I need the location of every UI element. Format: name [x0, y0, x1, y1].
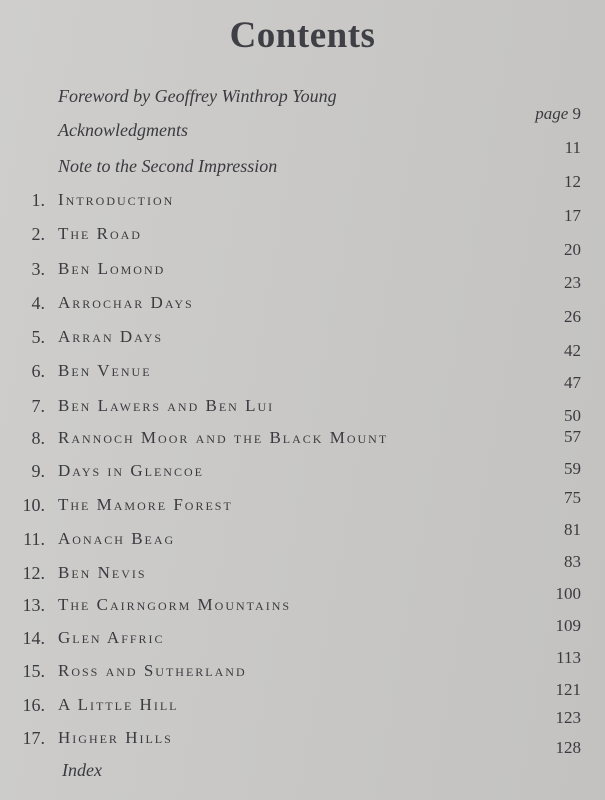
toc-entry-chapter — [0, 661, 605, 691]
chapter-number: 7. — [31, 396, 45, 416]
toc-entry-note — [0, 156, 605, 186]
toc-entry-chapter — [0, 259, 605, 289]
chapter-title: Ben Venue — [58, 361, 152, 380]
chapter-page: 113 — [556, 648, 581, 667]
entry-title: Note to the Second Impression — [58, 156, 278, 176]
toc-entry-chapter — [0, 361, 605, 391]
chapter-title: Introduction — [58, 190, 175, 209]
chapter-number: 8. — [31, 428, 45, 448]
chapter-page: 121 — [555, 680, 581, 699]
toc-entry-chapter — [0, 728, 605, 758]
toc-entry-acknowledgments — [0, 120, 605, 150]
chapter-number: 14. — [22, 628, 45, 648]
chapter-page: 123 — [555, 708, 581, 727]
chapter-page: 42 — [564, 341, 581, 360]
chapter-title: Ben Lomond — [58, 259, 166, 278]
chapter-number: 10. — [22, 495, 45, 515]
chapter-page: 109 — [555, 616, 581, 635]
chapter-page: 26 — [564, 307, 581, 326]
toc-entry-index — [0, 760, 605, 790]
chapter-title: Glen Affric — [58, 628, 165, 647]
toc-entry-chapter — [0, 293, 605, 323]
chapter-title: Ben Nevis — [58, 563, 147, 582]
entry-page-acknowledgments: 11 — [564, 138, 581, 157]
toc-entry-chapter — [0, 495, 605, 525]
entry-title: Foreword by Geoffrey Winthrop Young — [58, 86, 337, 106]
chapter-number: 11. — [23, 529, 45, 549]
page-number: 9 — [572, 104, 581, 123]
entry-page-note: 12 — [564, 172, 581, 191]
chapter-number: 3. — [31, 259, 45, 279]
chapter-page: 50 — [564, 406, 581, 425]
chapter-page: 20 — [564, 240, 581, 259]
chapter-title: Ross and Sutherland — [58, 661, 247, 680]
chapter-number: 13. — [22, 595, 45, 615]
chapter-number: 2. — [31, 224, 45, 244]
chapter-title: The Mamore Forest — [58, 495, 233, 514]
toc-entry-chapter — [0, 396, 605, 426]
entry-page-index: 128 — [555, 738, 581, 757]
toc-entry-chapter — [0, 563, 605, 593]
toc-entry-foreword — [0, 86, 605, 116]
toc-entry-chapter — [0, 461, 605, 491]
chapter-title: Higher Hills — [58, 728, 173, 747]
chapter-title: The Cairngorm Mountains — [58, 595, 292, 614]
chapter-page: 81 — [564, 520, 581, 539]
chapter-number: 6. — [31, 361, 45, 381]
toc-entry-chapter — [0, 628, 605, 658]
toc-entry-chapter — [0, 529, 605, 559]
toc-entry-chapter — [0, 695, 605, 725]
chapter-title: Arrochar Days — [58, 293, 194, 312]
chapter-number: 15. — [22, 661, 45, 681]
chapter-number: 12. — [22, 563, 45, 583]
page-label: page — [535, 104, 569, 123]
chapter-title: Ben Lawers and Ben Lui — [58, 396, 275, 415]
chapter-number: 16. — [22, 695, 45, 715]
chapter-title: A Little Hill — [58, 695, 179, 714]
entry-title: Index — [62, 760, 102, 780]
chapter-title: The Road — [58, 224, 142, 243]
chapter-page: 17 — [564, 206, 581, 225]
toc-entry-chapter — [0, 190, 605, 220]
chapter-page: 23 — [564, 273, 581, 292]
chapter-page: 83 — [564, 552, 581, 571]
chapter-page: 47 — [564, 373, 581, 392]
chapter-page: 57 — [564, 427, 581, 446]
chapter-title: Rannoch Moor and the Black Mount — [58, 428, 389, 447]
chapter-title: Aonach Beag — [58, 529, 176, 548]
chapter-title: Days in Glencoe — [58, 461, 204, 480]
chapter-page: 100 — [555, 584, 581, 603]
chapter-title: Arran Days — [58, 327, 164, 346]
toc-entry-chapter — [0, 595, 605, 625]
page-title: Contents — [229, 15, 376, 56]
entry-title: Acknowledgments — [58, 120, 188, 140]
toc-entry-chapter — [0, 224, 605, 254]
toc-entry-chapter — [0, 327, 605, 357]
chapter-number: 1. — [31, 190, 45, 210]
chapter-number: 17. — [22, 728, 45, 748]
chapter-number: 4. — [31, 293, 45, 313]
chapter-page: 59 — [564, 459, 581, 478]
chapter-number: 9. — [31, 461, 45, 481]
chapter-number: 5. — [31, 327, 45, 347]
toc-entry-chapter — [0, 428, 605, 458]
chapter-page: 75 — [564, 488, 581, 507]
